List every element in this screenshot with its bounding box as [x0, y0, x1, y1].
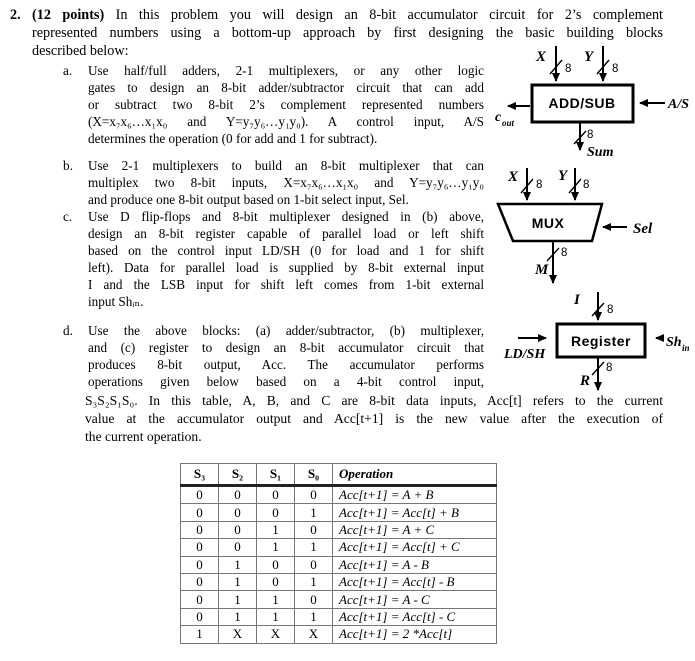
item-b-marker: b.	[63, 158, 73, 173]
select-bit-cell: 0	[181, 556, 219, 573]
mux-box-label: MUX	[531, 215, 565, 231]
x-input-label: X	[508, 169, 519, 185]
select-bit-cell: 0	[219, 486, 257, 504]
table-header-cell: S₀	[295, 464, 333, 486]
select-bit-cell: 0	[181, 573, 219, 590]
select-bit-cell: 0	[181, 591, 219, 608]
item-a-line: (X=x₇x₆…x₁x₀ and Y=y₇y₆…y₁y₀). A control input, A/S	[88, 114, 484, 129]
operation-cell: Acc[t+1] = A - B	[333, 556, 497, 573]
select-bit-cell: 0	[181, 521, 219, 538]
item-a-line: or subtract two 8-bit 2’s complement represented numbers	[88, 97, 484, 112]
ldsh-control-label: LD/SH	[504, 347, 546, 362]
operation-cell: Acc[t+1] = Acc[t] + B	[333, 504, 497, 521]
x-bus-width: 8	[536, 179, 543, 191]
item-d-line: and (c) register to design an 8-bit accumulator circuit that	[88, 340, 484, 355]
item-b-line: multiplex two 8-bit inputs, X=x₇x₆…x₁x₀ and Y=y₇y₆…y₁y₀	[88, 175, 484, 190]
item-c-line: based on the control input LD/SH (0 for load and 1 for shift	[88, 243, 484, 258]
item-d-continued	[85, 392, 663, 446]
select-bit-cell: 1	[257, 539, 295, 556]
as-control-label: A/S	[668, 97, 690, 112]
sel-control-label: Sel	[633, 221, 653, 237]
select-bit-cell: 1	[257, 521, 295, 538]
m-output-label: M	[535, 262, 549, 278]
select-bit-cell: 1	[295, 573, 333, 590]
select-bit-cell: 1	[219, 591, 257, 608]
table-header-cell: S₃	[181, 464, 219, 486]
select-bit-cell: 1	[181, 626, 219, 643]
i-input-label: I	[574, 292, 580, 308]
table-header-cell: S₁	[257, 464, 295, 486]
item-b-line: and produce one 8-bit output based on 1-bit select input, Sel.	[88, 192, 409, 207]
item-c-line: input Shᵢₙ.	[88, 294, 144, 309]
item-a	[88, 62, 484, 147]
item-d-line: produces 8-bit output, Acc. The accumulator performs	[88, 357, 484, 372]
y-input-label: Y	[584, 49, 594, 65]
item-d	[88, 322, 484, 390]
table-header-row	[181, 464, 497, 486]
table-row	[181, 626, 497, 643]
item-c	[88, 208, 484, 310]
m-bus-width: 8	[561, 247, 568, 259]
operation-table	[180, 463, 497, 644]
table-row	[181, 591, 497, 608]
table-row	[181, 573, 497, 590]
table-row	[181, 539, 497, 556]
select-bit-cell: 0	[219, 504, 257, 521]
points-label: (12 points)	[32, 7, 105, 23]
select-bit-cell: 0	[181, 608, 219, 625]
item-d-marker: d.	[63, 323, 73, 338]
select-bit-cell: 0	[257, 486, 295, 504]
item-d-line: operations given below based on a 4-bit control input,	[88, 374, 484, 389]
table-row	[181, 556, 497, 573]
item-b	[88, 157, 484, 208]
select-bit-cell: X	[219, 626, 257, 643]
item-a-line: determines the operation (0 for add and 1 for subtract).	[88, 131, 378, 146]
select-bit-cell: 1	[219, 556, 257, 573]
item-c-line: Use D flip-flops and 8-bit multiplexer designed in (b) above,	[88, 209, 484, 224]
sum-output-label: Sum	[587, 145, 614, 160]
operation-cell: Acc[t+1] = A + B	[333, 486, 497, 504]
shin-input-label: Sh	[666, 335, 682, 350]
y-bus-width: 8	[612, 63, 619, 75]
item-c-marker: c.	[63, 209, 73, 224]
select-bit-cell: 1	[295, 539, 333, 556]
select-bit-cell: 1	[219, 573, 257, 590]
select-bit-cell: 1	[295, 504, 333, 521]
cout-subscript: out	[502, 118, 515, 128]
addsub-diagram	[490, 44, 695, 180]
select-bit-cell: 1	[219, 608, 257, 625]
item-a-marker: a.	[63, 63, 73, 78]
intro-line: described below:	[32, 43, 129, 59]
select-bit-cell: 1	[257, 591, 295, 608]
select-bit-cell: 0	[181, 486, 219, 504]
select-bit-cell: 0	[295, 591, 333, 608]
table-body	[181, 486, 497, 644]
select-bit-cell: 1	[295, 608, 333, 625]
select-bit-cell: 0	[295, 556, 333, 573]
item-b-line: Use 2-1 multiplexers to build an 8-bit multiplexer that can	[88, 158, 484, 173]
table-row	[181, 504, 497, 521]
r-bus-width: 8	[606, 362, 613, 374]
table-header-cell: Operation	[333, 464, 497, 486]
mux-diagram	[490, 164, 695, 294]
select-bit-cell: X	[257, 626, 295, 643]
operation-cell: Acc[t+1] = 2 *Acc[t]	[333, 626, 497, 643]
x-input-label: X	[536, 49, 547, 65]
select-bit-cell: 0	[181, 539, 219, 556]
select-bit-cell: 0	[219, 539, 257, 556]
register-diagram	[490, 288, 695, 400]
item-d-line: Use the above blocks: (a) adder/subtractor, (b) multiplexer,	[88, 323, 484, 338]
operation-cell: Acc[t+1] = Acc[t] + C	[333, 539, 497, 556]
y-input-label: Y	[558, 168, 568, 184]
table-row	[181, 521, 497, 538]
table-row	[181, 608, 497, 625]
item-c-line: I and the LSB input for shift left comes from 1-bit external	[88, 277, 484, 292]
addsub-box-label: ADD/SUB	[548, 95, 616, 111]
cout-label: c	[495, 110, 502, 125]
register-box-label: Register	[570, 333, 632, 349]
intro-line: (12 points) In this problem you will design an 8-bit accumulator circuit for 2’s complement	[32, 7, 663, 23]
sum-bus-width: 8	[587, 129, 594, 141]
select-bit-cell: 0	[257, 556, 295, 573]
y-bus-width: 8	[583, 179, 590, 191]
operation-cell: Acc[t+1] = Acc[t] - B	[333, 573, 497, 590]
item-a-line: gates to design an 8-bit adder/subtractor circuit that can add	[88, 80, 484, 95]
select-bit-cell: 0	[295, 521, 333, 538]
select-bit-cell: X	[295, 626, 333, 643]
item-d-line: S₃S₂S₁S₀. In this table, A, B, and C are 8-bit data inputs, Acc[t] refers to the current	[85, 393, 663, 408]
table-row	[181, 486, 497, 504]
intro-line: represented numbers using a bottom-up approach by first designing the basic building blocks	[32, 25, 663, 41]
i-bus-width: 8	[607, 304, 614, 316]
select-bit-cell: 0	[257, 504, 295, 521]
select-bit-cell: 1	[257, 608, 295, 625]
operation-cell: Acc[t+1] = Acc[t] - C	[333, 608, 497, 625]
problem-number: 2.	[10, 7, 21, 23]
select-bit-cell: 0	[257, 573, 295, 590]
x-bus-width: 8	[565, 63, 572, 75]
item-c-line: left). Data for parallel load is supplied by 8-bit external input	[88, 260, 484, 275]
shin-subscript: in	[682, 343, 690, 353]
item-d-line: value at the accumulator output and Acc[t+1] is the new value after the execution of	[85, 411, 663, 426]
item-c-line: design an 8-bit register capable of parallel load or left shift	[88, 226, 484, 241]
table-header-cell: S₂	[219, 464, 257, 486]
select-bit-cell: 0	[181, 504, 219, 521]
item-a-line: Use half/full adders, 2-1 multiplexers, or any other logic	[88, 63, 484, 78]
operation-cell: Acc[t+1] = A - C	[333, 591, 497, 608]
item-d-line: the current operation.	[85, 429, 202, 444]
r-output-label: R	[580, 373, 591, 389]
select-bit-cell: 0	[219, 521, 257, 538]
select-bit-cell: 0	[295, 486, 333, 504]
operation-cell: Acc[t+1] = A + C	[333, 521, 497, 538]
